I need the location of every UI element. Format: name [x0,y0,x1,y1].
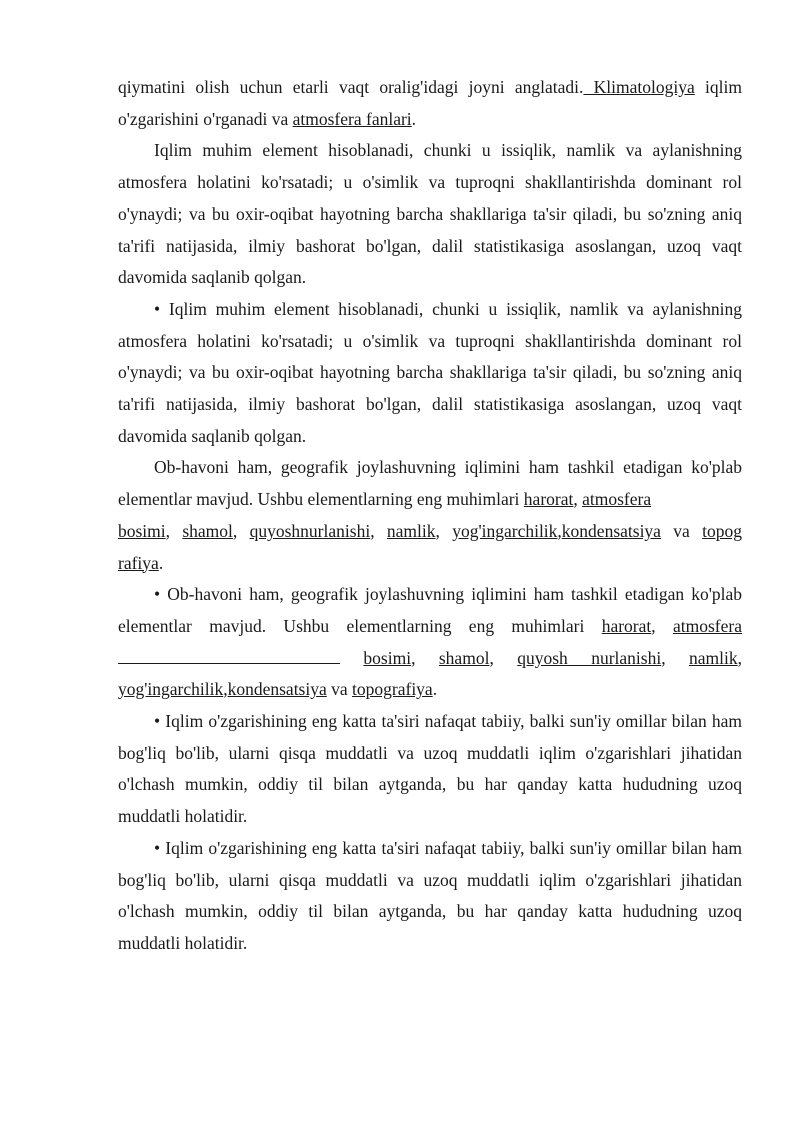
link-topografiya[interactable]: topografiya [352,679,433,700]
paragraph-4: Ob-havoni ham, geografik joylashuvning iqlimini ham tashkil etadigan ko'plab elementlar mavjud. Ushbu elementlarning eng muhimlari harorat, atmosfera bosimi, shamol, quyoshnurlanishi, namlik, yog'ingarchilik,kondensatsiya va topog rafiya. [118,457,742,573]
text: Ob-havoni ham, geografik joylashuvning iqlimini ham tashkil etadigan ko'plab elementlar mavjud. Ushbu elementlarning eng muhimlari [118,457,742,510]
paragraph-5-bullet: • Ob-havoni ham, geografik joylashuvning iqlimini ham tashkil etadigan ko'plab elementlar mavjud. Ushbu elementlarning eng muhimlari harorat, atmosfera bosimi, shamol, quyosh nurlanishi, namlik, yog'ingarchilik,kondensatsiya va topografiya. [118,584,742,700]
text: qiymatini olish uchun etarli vaqt oralig'idagi joyni anglatadi. [118,77,584,97]
paragraph-1 [118,72,742,135]
link-atmosfera[interactable]: atmosfera [673,615,742,636]
paragraph-3-bullet: • Iqlim muhim element hisoblanadi, chunki u issiqlik, namlik va aylanishning atmosfera holatini ko'rsatadi; u o'simlik va tuproqni shakllantirishda dominant rol o'ynaydi; va bu oxir-oqibat hayotning barcha shakllariga ta'sir qiladi, bu so'zning aniq ta'rifi natijasida, ilmiy bashorat bo'lgan, dalil statistikasiga asoslangan, uzoq vaqt davomida saqlanib qolgan. [118,298,742,446]
link-yogingarchilik[interactable]: yog'ingarchilik [118,679,224,700]
text: . [411,108,417,129]
text: • Ob-havoni ham, geografik joylashuvning iqlimini ham tashkil etadigan ko'plab elementlar mavjud. Ushbu elementlarning eng muhimlari [118,584,742,636]
link-atmosfera[interactable]: atmosfera [582,489,652,510]
paragraph-2: Iqlim muhim element hisoblanadi, chunki u issiqlik, namlik va aylanishning atmosfera holatini ko'rsatadi; u o'simlik va tuproqni shakllantirishda dominant rol o'ynaydi; va bu oxir-oqibat hayotning barcha shakllariga ta'sir qiladi, bu so'zning aniq ta'rifi natijasida, ilmiy bashorat bo'lgan, dalil statistikasiga asoslangan, uzoq vaqt davomida saqlanib qolgan. [118,140,742,288]
link-kondensatsiya[interactable]: kondensatsiya [561,520,661,541]
paragraph-7-bullet: • Iqlim o'zgarishining eng katta ta'siri nafaqat tabiiy, balki sun'iy omillar bilan ham bog'liq bo'lib, ularni qisqa muddatli va uzoq muddatli iqlim o'zgarishlari jihatidan o'lchash mumkin, oddiy til bilan aytganda, bu har qanday katta hududning uzoq muddatli holatidir. [118,837,742,953]
link-harorat[interactable]: harorat [601,615,652,636]
link-topografiya[interactable]: topog rafiya [118,520,742,573]
link-yogingarchilik[interactable]: yog'ingarchilik [452,520,558,541]
text: iqlim o'zgarishini o'rganadi va [118,77,742,129]
document-body [118,72,742,960]
link-kondensatsiya[interactable]: kondensatsiya [227,679,327,700]
link-quyoshnurlanishi[interactable]: quyoshnurlanishi [249,520,371,541]
link-bosimi[interactable]: bosimi [363,647,412,668]
blank-underline [118,662,340,664]
link-atmosfera-fanlari[interactable]: atmosfera fanlari [292,108,412,129]
link-quyosh-nurlanishi[interactable]: quyosh nurlanishi [517,647,662,668]
link-namlik[interactable]: namlik [386,520,436,541]
link-shamol[interactable]: shamol [182,520,233,541]
link-shamol[interactable]: shamol [438,647,490,668]
link-bosimi[interactable]: bosimi [118,520,166,541]
paragraph-6-bullet: • Iqlim o'zgarishining eng katta ta'siri nafaqat tabiiy, balki sun'iy omillar bilan ham bog'liq bo'lib, ularni qisqa muddatli va uzoq muddatli iqlim o'zgarishlari jihatidan o'lchash mumkin, oddiy til bilan aytganda, bu har qanday katta hududning uzoq muddatli holatidir. [118,711,742,827]
link-harorat[interactable]: harorat [523,489,574,510]
link-klimatologiya[interactable]: Klimatologiya [583,77,695,97]
link-namlik[interactable]: namlik [689,647,738,668]
